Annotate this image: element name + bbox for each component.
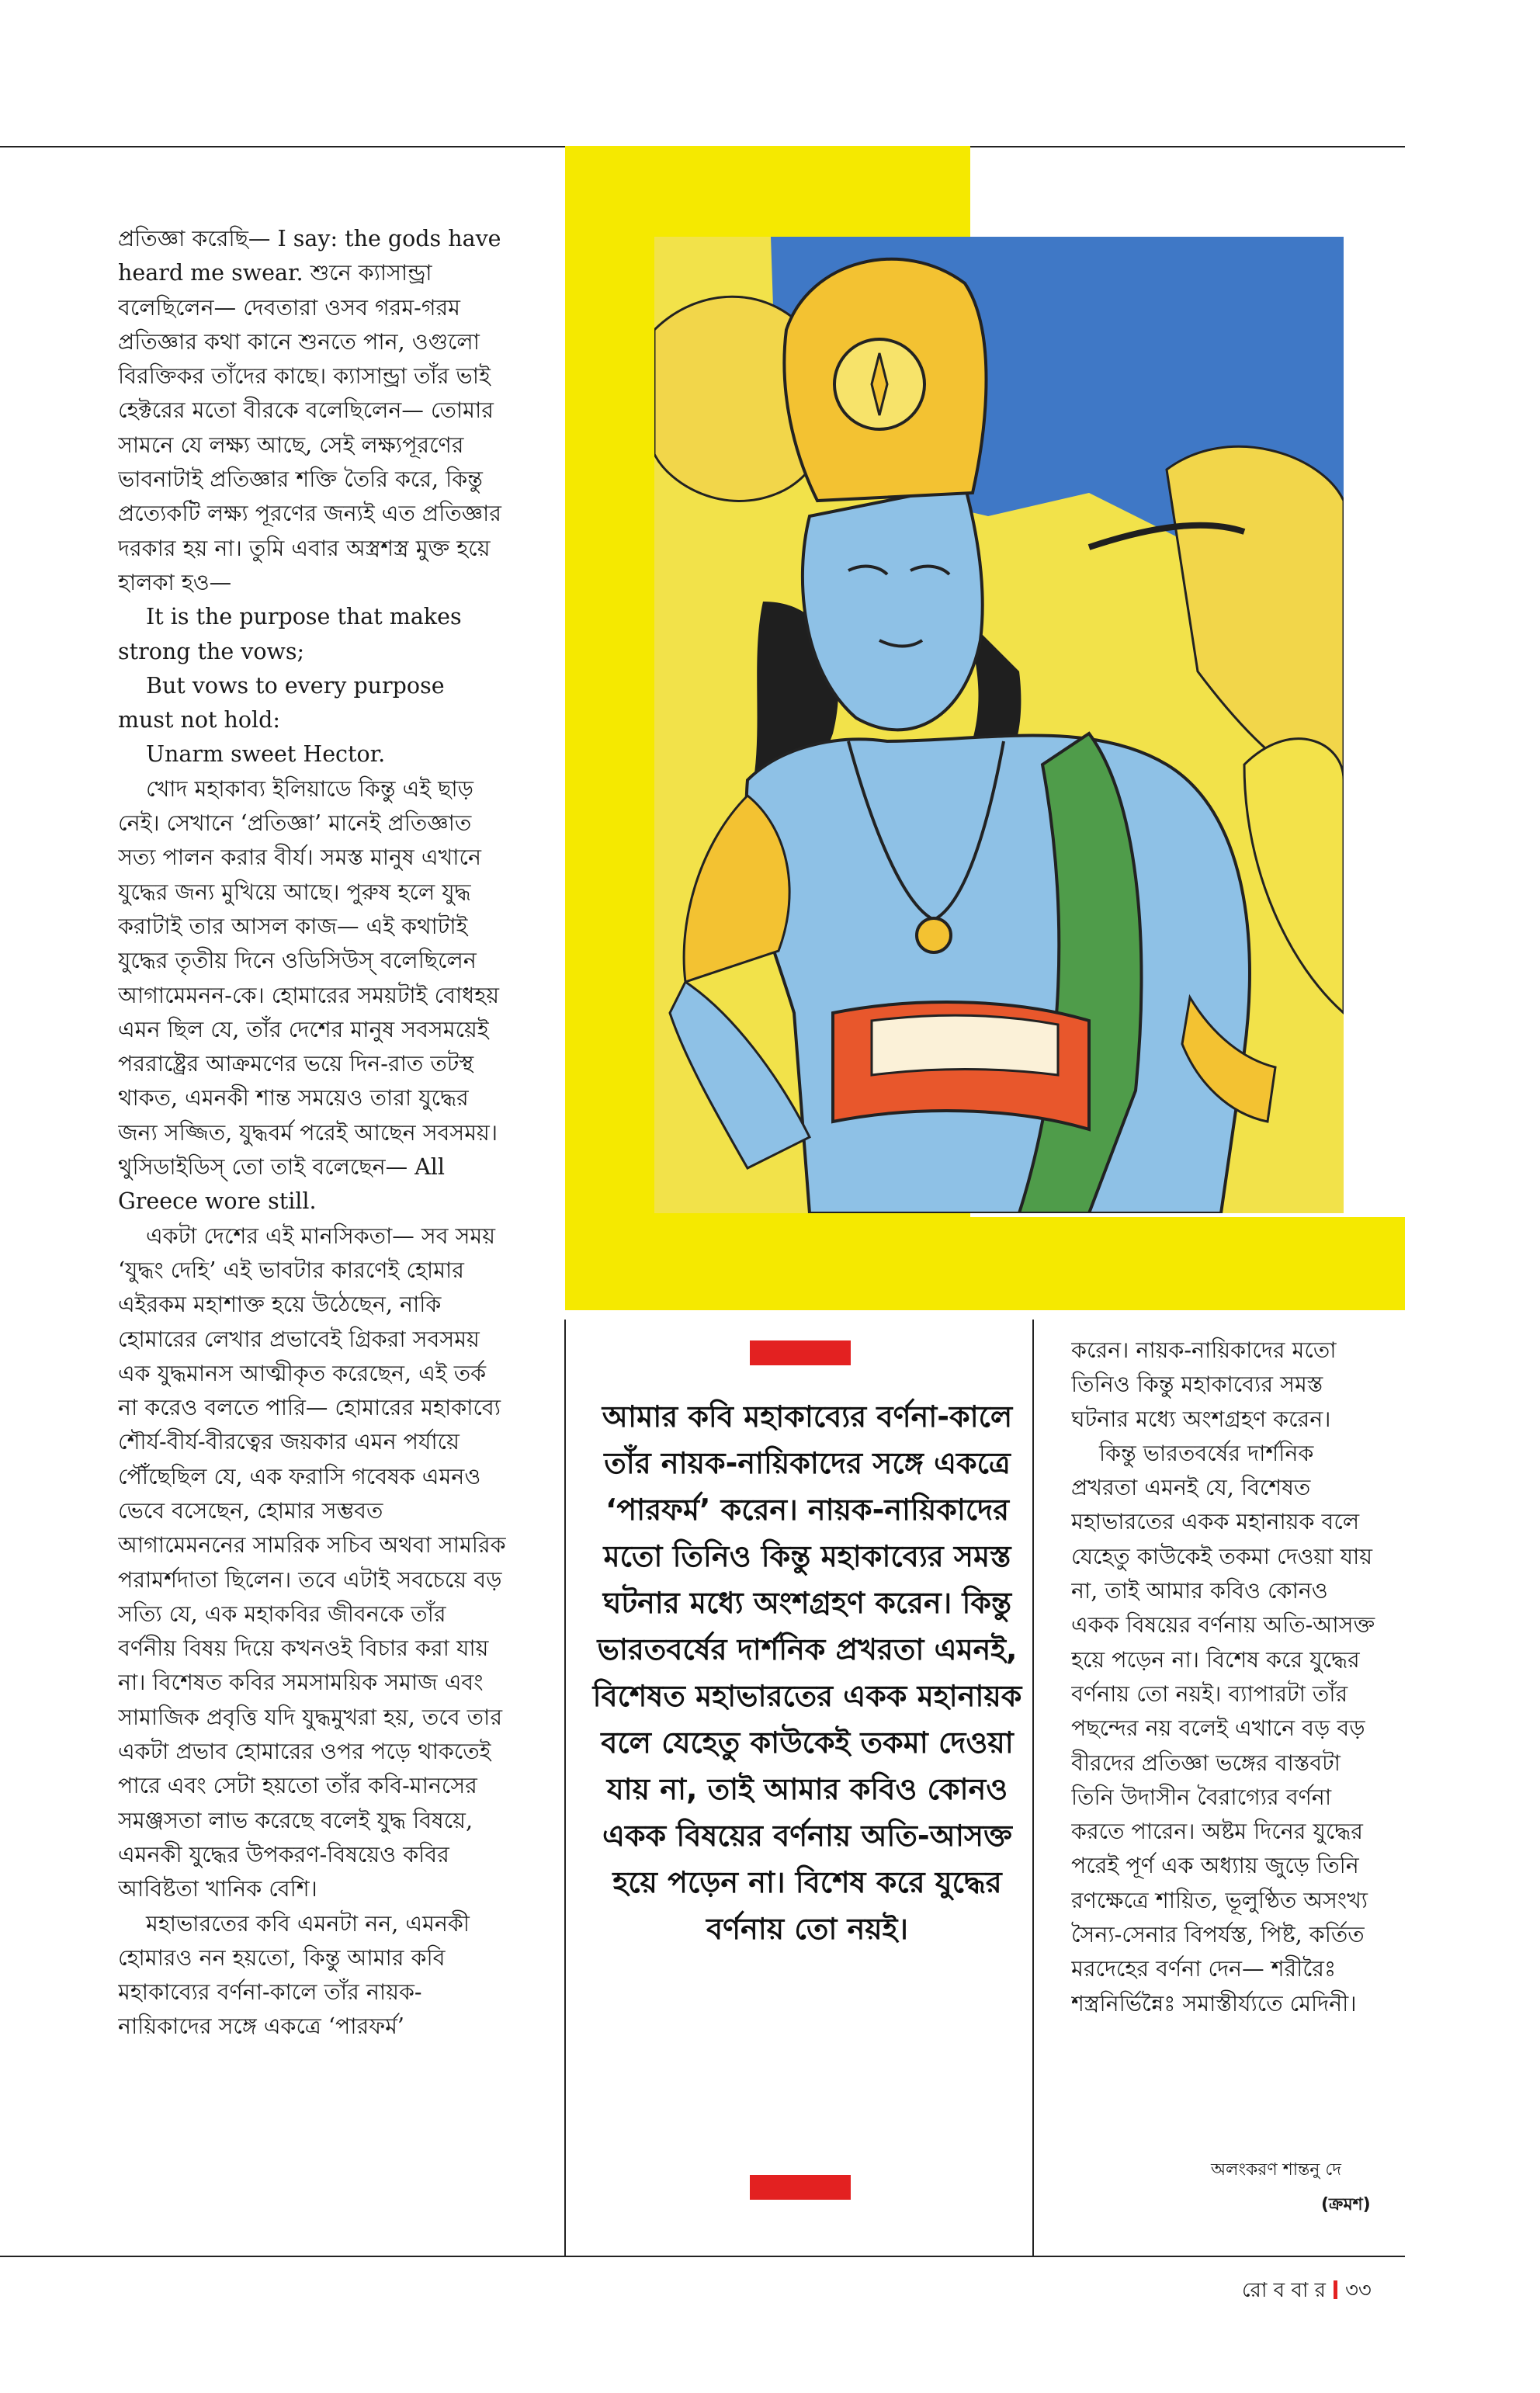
article-column-right [1071, 1333, 1382, 2156]
red-accent-top [750, 1340, 851, 1365]
yellow-frame-bar [565, 1217, 1405, 1310]
paragraph: কিন্তু ভারতবর্ষের দার্শনিক প্রখরতা এমনই যে, বিশেষত মহাভারতের একক মহানায়ক বলে যেহেতু কাউকেই তকমা দেওয়া যায় না, তাই আমার কবিও কোনও একক বিষয়ের বর্ণনায় অতি-আসক্ত হয়ে পড়েন না। বিশেষ করে যুদ্ধের বর্ণনায় তো নয়ই। ব্যাপারটা তাঁর পছন্দের নয় বলেই এখানে বড় বড় বীরদের প্রতিজ্ঞা ভঙ্গের বাস্তবটা তিনি উদাসীন বৈরাগ্যের বর্ণনা করতে পারেন। অষ্টম দিনের যুদ্ধের পরেই পূর্ণ এক অধ্যায় জুড়ে তিনি রণক্ষেত্রে শায়িত, ভূলুণ্ঠিত অসংখ্য সৈন্য-সেনার বিপর্যস্ত, পিষ্ট, কর্তিত মরদেহের বর্ণনা দেন— শরীরৈঃ শস্ত্রনির্ভিন্নৈঃ সমাস্তীর্য্যতে মেদিনী। [1071, 1440, 1375, 2017]
paragraph: করেন। নায়ক-নায়িকাদের মতো তিনিও কিন্তু মহাকাব্যের সমস্ত ঘটনার মধ্যে অংশগ্রহণ করেন। [1071, 1337, 1337, 1432]
paragraph: খোদ মহাকাব্য ইলিয়াডে কিন্তু এই ছাড় নেই। সেখানে ‘প্রতিজ্ঞা’ মানেই প্রতিজ্ঞাত সত্য পালন করার বীর্য। সমস্ত মানুষ এখানে যুদ্ধের জন্য মুখিয়ে আছে। পুরুষ হলে যুদ্ধ করাটাই তার আসল কাজ— এই কথাটাই যুদ্ধের তৃতীয় দিনে ওডিসিউস্ বলেছিলেন আগামেমনন-কে। হোমারের সময়টাই বোধহয় এমন ছিল যে, তাঁর দেশের মানুষ সবসময়েই পররাষ্ট্রের আক্রমণের ভয়ে দিন-রাত তটস্থ থাকত, এমনকী শান্ত সময়েও তারা যুদ্ধের জন্য সজ্জিত, যুদ্ধবর্ম পরেই আছেন সবসময়। থুসিডাইডিস্ তো তাই বলেছেন— All Greece wore still. [118, 775, 499, 1215]
bottom-rule [0, 2256, 1405, 2257]
footer-separator [1334, 2280, 1337, 2299]
pull-quote: আমার কবি মহাকাব্যের বর্ণনা-কালে তাঁর নায়ক-নায়িকাদের সঙ্গে একত্রে ‘পারফর্ম’ করেন। নায়ক-নায়িকাদের মতো তিনিও কিন্তু মহাকাব্যের সমস্ত ঘটনার মধ্যে অংশগ্রহণ করেন। কিন্তু ভারতবর্ষের দার্শনিক প্রখরতা এমনই, বিশেষত মহাভারতের একক মহানায়ক বলে যেহেতু কাউকেই তকমা দেওয়া যায় না, তাই আমার কবিও কোনও একক বিষয়ের বর্ণনায় অতি-আসক্ত হয়ে পড়েন না। বিশেষ করে যুদ্ধের বর্ণনায় তো নয়ই। [592, 1399, 1022, 1946]
article-column-left [118, 222, 506, 2209]
page-footer [1242, 2274, 1372, 2308]
serial-note: (ক্রমশ) [1321, 2195, 1371, 2214]
page-number: ৩৩ [1344, 2279, 1372, 2302]
paragraph: একটা দেশের এই মানসিকতা— সব সময় ‘যুদ্ধং দেহি’ এই ভাবটার কারণেই হোমার এইরকম মহাশাক্ত হয়ে উঠেছেন, নাকি হোমারের লেখার প্রভাবেই গ্রিকরা সবসময় এক যুদ্ধমানস আত্মীকৃত করেছেন, এই তর্ক না করেও বলতে পারি— হোমারের মহাকাব্যে শৌর্য-বীর্য-বীরত্বের জয়কার এমন পর্যায়ে পৌঁছেছিল যে, এক ফরাসি গবেষক এমনও ভেবে বসেছেন, হোমার সম্ভবত আগামেমননের সামরিক সচিব অথবা সামরিক পরামর্শদাতা ছিলেন। তবে এটাই সবচেয়ে বড় সত্যি যে, এক মহাকবির জীবনকে তাঁর বর্ণনীয় বিষয় দিয়ে কখনওই বিচার করা যায় না। বিশেষত কবির সমসাময়িক সমাজ এবং সামাজিক প্রবৃত্তি যদি যুদ্ধমুখরা হয়, তবে তার একটা প্রভাব হোমারের ওপর পড়ে থাকতেই পারে এবং সেটা হয়তো তাঁর কবি-মানসের সমঞ্জসতা লাভ করেছে বলেই যুদ্ধ বিষয়ে, এমনকী যুদ্ধের উপকরণ-বিষয়েও কবির আবিষ্টতা খানিক বেশি। [118, 1223, 506, 1902]
quote-line: Unarm sweet Hector. [146, 741, 386, 768]
paragraph: প্রতিজ্ঞা করেছি— I say: the gods have heard me swear. শুনে ক্যাসান্ড্রা বলেছিলেন— দেবতারা ওসব গরম-গরম প্রতিজ্ঞার কথা কানে শুনতে পান, ওগুলো বিরক্তিকর তাঁদের কাছে। ক্যাসান্ড্রা তাঁর ভাই হেক্টরের মতো বীরকে বলেছিলেন— তোমার সামনে যে লক্ষ্য আছে, সেই লক্ষ্যপূরণের ভাবনাটাই প্রতিজ্ঞার শক্তি তৈরি করে, কিন্তু প্রত্যেকটি লক্ষ্য পূরণের জন্যই এত প্রতিজ্ঞার দরকার হয় না। তুমি এবার অস্ত্রশস্ত্র মুক্ত হয়ে হালকা হও— [118, 226, 501, 595]
krishna-illustration [654, 237, 1344, 1213]
column-rule [564, 1320, 566, 2256]
quote-line: But vows to every purpose must not hold: [118, 672, 445, 734]
magazine-name: রো ব বা র [1242, 2279, 1326, 2302]
quote-line: It is the purpose that makes strong the vows; [118, 604, 462, 664]
illustration-credit: অলংকরণ শান্তনু দে [1211, 2160, 1341, 2180]
column-rule [1032, 1320, 1034, 2256]
red-accent-bottom [750, 2175, 851, 2200]
paragraph: মহাভারতের কবি এমনটা নন, এমনকী হোমারও নন হয়তো, কিন্তু আমার কবি মহাকাব্যের বর্ণনা-কালে তাঁর নায়ক-নায়িকাদের সঙ্গে একত্রে ‘পারফর্ম’ [118, 1910, 470, 2040]
